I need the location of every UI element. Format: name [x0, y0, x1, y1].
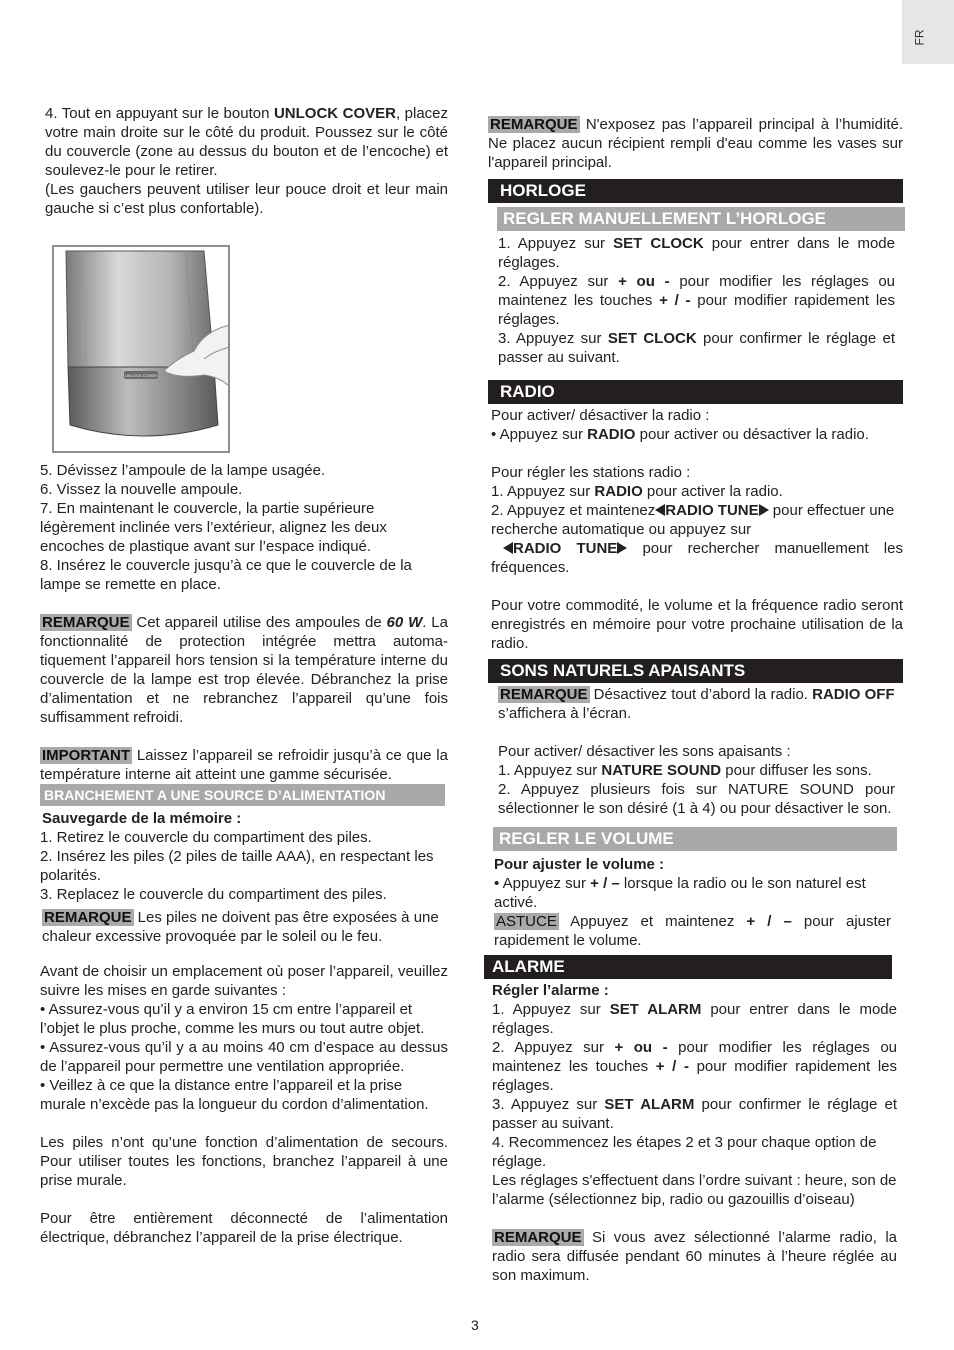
nature-remark: REMARQUE Désactivez tout d’abord la radio. RADIO OFF s’affichera à l’écran. [498, 686, 895, 722]
volume-tip: ASTUCE Appuyez et maintenez + / – pour ajuster rapidement le volume. [494, 913, 891, 949]
remark-tag: REMARQUE [44, 909, 132, 926]
page-number: 3 [471, 1317, 479, 1333]
alarm-step-2: 2. Appuyez sur + ou - pour modifier les réglages ou maintenez les touches + / - pour modifier rapidement les réglages. [492, 1039, 898, 1094]
note-humidity: REMARQUE N'exposez pas l’appareil principal à l’humidité. Ne placez aucun récipient rempli d'eau comme les vases sur l'appareil principal. [488, 116, 903, 171]
device-illustration [52, 245, 230, 453]
left-column-lower [40, 461, 448, 1247]
tune-right-icon [617, 542, 627, 554]
volume-title: Pour ajuster le volume : [494, 856, 665, 873]
tip-tag: ASTUCE [496, 913, 557, 930]
volume-section-header: REGLER LE VOLUME [493, 827, 897, 851]
radio-intro: Pour activer/ désactiver la radio : [491, 407, 710, 424]
clock-step-2: 2. Appuyez sur + ou - pour modifier les réglages ou maintenez les touches + / - pour modifier rapidement les réglages. [498, 273, 896, 328]
memory-title: Sauvegarde de la mémoire : [42, 810, 242, 827]
alarm-section-header: ALARME [484, 955, 892, 979]
remark-tag: REMARQUE [500, 686, 588, 703]
radio-step-2: 2. Appuyez et maintenez RADIO TUNE pour effectuer une recherche automatique ou appuyez sur [491, 502, 895, 538]
step-4: 4. Tout en appuyant sur le bouton UNLOCK COVER, placez votre main droite sur le côté du produit. Poussez sur le côté du couvercle (zone au dessus du bouton et de l’encoche) et soulevez-le pour le retirer. [45, 105, 449, 179]
step-6: 6. Vissez la nouvelle ampoule. [40, 481, 243, 498]
step-8: 8. Insérez le couvercle jusqu’à ce que le couvercle de la lampe se remette en place. [40, 557, 412, 593]
language-label: FR [912, 29, 927, 46]
battery-backup-note: Les piles n’ont qu’une fonction d’alimentation de secours. Pour utiliser toutes les fonctions, branchez l’appareil à une prise murale. [40, 1134, 448, 1189]
clock-step-1: 1. Appuyez sur SET CLOCK pour entrer dans le mode réglages. [498, 235, 895, 271]
volume-content [488, 855, 903, 950]
radio-bullet: • Appuyez sur RADIO pour activer ou désactiver la radio. [491, 426, 869, 443]
alarm-title: Régler l’alarme : [492, 982, 609, 999]
nature-intro: Pour activer/ désactiver les sons apaisants : [498, 743, 791, 760]
alarm-order-note: Les réglages s'effectuent dans l’ordre suivant : heure, son de l’alarme (sélectionnez bip, radio ou gazouillis d’oiseau) [492, 1172, 897, 1208]
alarm-step-4: 4. Recommencez les étapes 2 et 3 pour chaque option de réglage. [492, 1134, 877, 1170]
radio-step-1: 1. Appuyez sur RADIO pour activer la radio. [491, 483, 783, 500]
step-4-note: (Les gauchers peuvent utiliser leur pouce droit et leur main gauche si c’est plus confortable). [45, 181, 448, 217]
radio-memory-note: Pour votre commodité, le volume et la fréquence radio seront enregistrés en mémoire pour votre prochaine utilisation de la radio. [491, 597, 903, 652]
volume-bullet: • Appuyez sur + / – lorsque la radio ou le son naturel est activé. [494, 875, 866, 911]
lamp-device-drawing [54, 247, 228, 451]
nature-step-2: 2. Appuyez plusieurs fois sur NATURE SOUND pour sélectionner le son désiré (1 à 4) ou pour désactiver le son. [498, 781, 895, 817]
nature-step-1: 1. Appuyez sur NATURE SOUND pour diffuser les sons. [498, 762, 872, 779]
placement-bullet-1: • Assurez-vous qu’il y a environ 15 cm entre l’appareil et l’objet le plus proche, comme les murs ou tout autre objet. [40, 1001, 425, 1037]
placement-bullet-2: • Assurez-vous qu’il y a au moins 40 cm d’espace au dessus de l’appareil pour permettre une ventilation appropriée. [40, 1039, 448, 1075]
nature-section-header: SONS NATURELS APAISANTS [488, 659, 903, 683]
memory-step-1: 1. Retirez le couvercle du compartiment des piles. [40, 829, 372, 846]
power-section-header: BRANCHEMENT A UNE SOURCE D’ALIMENTATION [40, 784, 445, 806]
important-tag: IMPORTANT [42, 747, 131, 764]
placement-bullet-3: • Veillez à ce que la distance entre l’appareil et la prise murale n’excède pas la longueur du cordon d’alimentation. [40, 1077, 429, 1113]
language-tab [902, 0, 954, 64]
clock-manual-subheader: REGLER MANUELLEMENT L’HORLOGE [497, 207, 905, 231]
radio-content [488, 406, 903, 653]
remark-tag: REMARQUE [42, 614, 130, 631]
alarm-content [488, 981, 903, 1285]
step-7: 7. En maintenant le couvercle, la partie supérieure légèrement inclinée vers l’extérieur, alignez les deux encoches de plastique avant sur l’espace indiqué. [40, 500, 387, 555]
important-cooling: IMPORTANT Laissez l’appareil se refroidir jusqu’à ce que la température interne ait atteint une gamme sécurisée. [40, 747, 448, 783]
alarm-step-3: 3. Appuyez sur SET ALARM pour confirmer le réglage et passer au suivant. [492, 1096, 897, 1132]
clock-steps [488, 234, 903, 367]
disconnect-note: Pour être entièrement déconnecté de l’alimentation électrique, débranchez l’appareil de la prise électrique. [40, 1210, 448, 1246]
remark-tag: REMARQUE [490, 116, 578, 133]
placement-intro: Avant de choisir un emplacement où poser l’appareil, veuillez suivre les mises en garde suivantes : [40, 963, 448, 999]
memory-step-2: 2. Insérez les piles (2 piles de taille AAA), en respectant les polarités. [40, 848, 434, 884]
remark-tag: REMARQUE [494, 1229, 582, 1246]
clock-step-3: 3. Appuyez sur SET CLOCK pour confirmer le réglage et passer au suivant. [498, 330, 895, 366]
alarm-remark: REMARQUE Si vous avez sélectionné l’alarme radio, la radio sera diffusée pendant 60 minutes à l’heure réglée au son maximum. [492, 1229, 897, 1284]
radio-section-header: RADIO [488, 380, 903, 404]
radio-tune-intro: Pour régler les stations radio : [491, 464, 691, 481]
left-column [40, 104, 448, 218]
memory-step-3: 3. Replacez le couvercle du compartiment des piles. [40, 886, 387, 903]
tune-right-icon [759, 504, 769, 516]
step-5: 5. Dévissez l’ampoule de la lampe usagée. [40, 462, 326, 479]
alarm-step-1: 1. Appuyez sur SET ALARM pour entrer dans le mode réglages. [492, 1001, 897, 1037]
unlock-cover-label: UNLOCK COVER [124, 373, 158, 378]
right-column [488, 115, 903, 1285]
tune-left-icon [503, 542, 513, 554]
note-bulb-wattage: REMARQUE Cet appareil utilise des ampoules de 60 W. La fonctionnalité de protection intégrée mettra automa-tiquement l’appareil hors tension si la température interne du couvercle de la lampe est trop élevée. Débranchez la prise d’alimentation et ne rebranchez l’appareil qu’une fois suffisamment refroidi. [40, 614, 448, 726]
note-battery-heat: REMARQUE Les piles ne doivent pas être exposées à une chaleur excessive provoquée par le soleil ou le feu. [42, 909, 439, 945]
radio-step-2-manual: RADIO TUNE pour rechercher manuellement les fréquences. [491, 540, 903, 576]
clock-section-header: HORLOGE [488, 179, 903, 203]
tune-left-icon [655, 504, 665, 516]
nature-content [488, 685, 903, 818]
